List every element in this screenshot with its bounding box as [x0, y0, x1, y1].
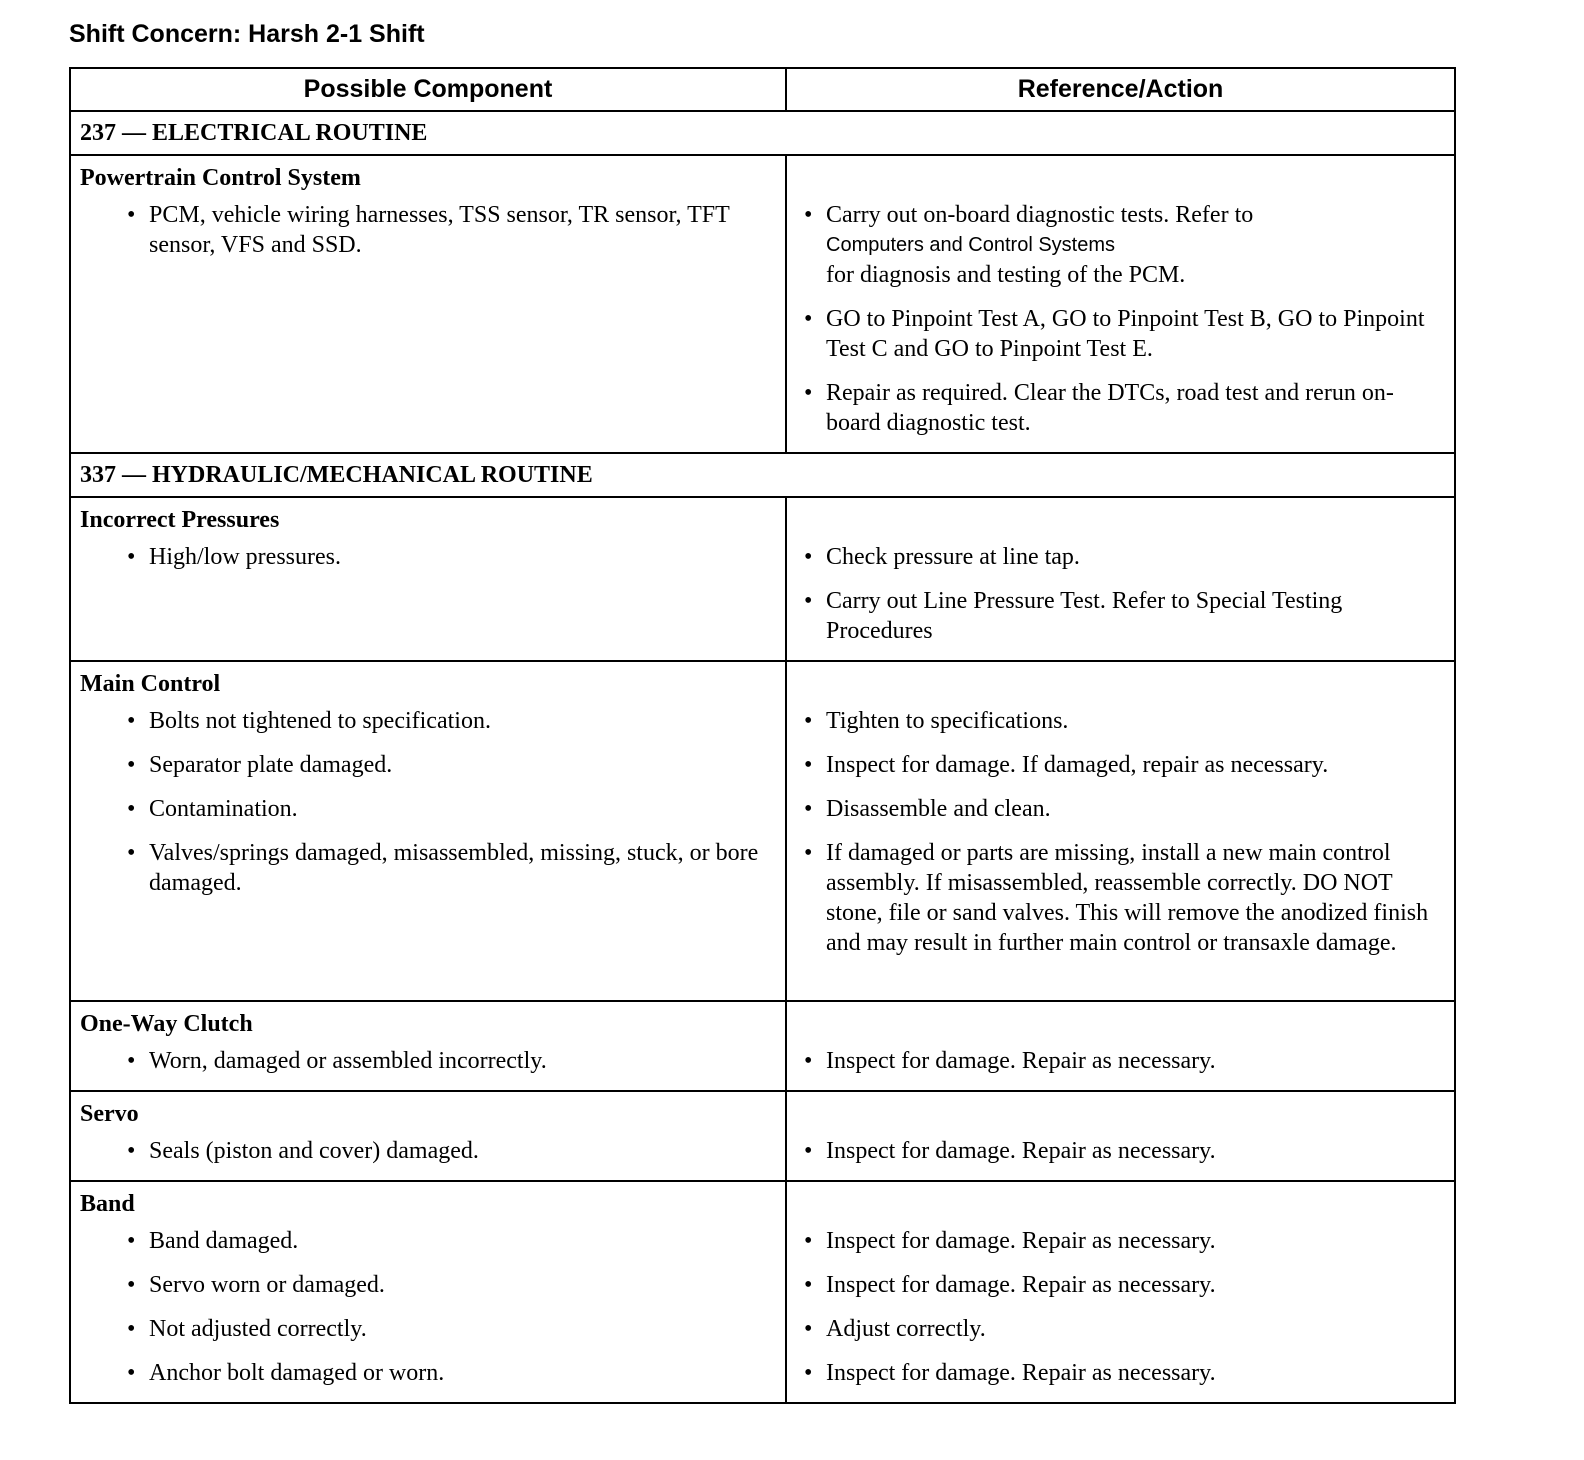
- component-title: Servo: [80, 1101, 139, 1127]
- component-cell: [70, 497, 786, 661]
- action-item: [787, 838, 1454, 958]
- header-possible-component: Possible Component: [70, 68, 786, 111]
- action-text: Carry out on-board diagnostic tests. Refer to: [826, 202, 1254, 228]
- action-text: Inspect for damage. If damaged, repair as necessary.: [826, 752, 1329, 778]
- action-item: [787, 304, 1454, 364]
- table-row: [70, 1091, 1455, 1181]
- table-row: [70, 497, 1455, 661]
- action-item: [787, 794, 1454, 824]
- action-text: GO to Pinpoint Test A, GO to Pinpoint Test B, GO to Pinpoint Test C and GO to Pinpoint Test E.: [826, 306, 1425, 362]
- cause-list: [71, 1136, 785, 1166]
- component-title: Powertrain Control System: [80, 165, 361, 191]
- cause-item: • Valves/springs damaged, misassembled, missing, stuck, or bore damaged.: [71, 838, 785, 898]
- action-text: Inspect for damage. Repair as necessary.: [826, 1138, 1216, 1164]
- action-cell: [786, 155, 1455, 453]
- action-text: Inspect for damage. Repair as necessary.: [826, 1272, 1216, 1298]
- action-list: [787, 200, 1454, 438]
- table-row: [70, 155, 1455, 453]
- component-title: Main Control: [80, 671, 221, 697]
- action-text: Inspect for damage. Repair as necessary.: [826, 1228, 1216, 1254]
- action-item: [787, 750, 1454, 780]
- action-item: [787, 1358, 1454, 1388]
- header-reference-action: Reference/Action: [786, 68, 1455, 111]
- cause-item: • Not adjusted correctly.: [71, 1314, 785, 1344]
- action-cell: [786, 1181, 1455, 1403]
- component-cell: [70, 1181, 786, 1403]
- component-cell: [70, 1001, 786, 1091]
- action-text: Inspect for damage. Repair as necessary.: [826, 1048, 1216, 1074]
- reference-link[interactable]: Computers and Control Systems: [826, 234, 1116, 256]
- action-text: Disassemble and clean.: [826, 796, 1051, 822]
- section-label: 237 — ELECTRICAL ROUTINE: [70, 111, 1455, 155]
- action-text: Inspect for damage. Repair as necessary.: [826, 1360, 1216, 1386]
- action-text: Carry out Line Pressure Test. Refer to Special Testing Procedures: [826, 588, 1343, 644]
- component-cell: [70, 155, 786, 453]
- action-list: [787, 1136, 1454, 1166]
- action-cell: [786, 497, 1455, 661]
- cause-list: [71, 200, 785, 260]
- cause-list: [71, 706, 785, 898]
- cause-item: • Worn, damaged or assembled incorrectly.: [71, 1046, 785, 1076]
- cause-item: • Separator plate damaged.: [71, 750, 785, 780]
- action-item: [787, 1136, 1454, 1166]
- action-text: Tighten to specifications.: [826, 708, 1069, 734]
- action-item: [787, 586, 1454, 646]
- cause-item: • Seals (piston and cover) damaged.: [71, 1136, 785, 1166]
- table-header-row: [70, 68, 1455, 111]
- action-text: If damaged or parts are missing, install a new main control assembly. If misassembled, reassemble correctly. DO NOT stone, file or sand valves. This will remove the anodized finish and may result in further main control or transaxle damage.: [826, 840, 1429, 956]
- action-item: [787, 200, 1454, 290]
- page-title: Shift Concern: Harsh 2-1 Shift: [69, 20, 425, 48]
- cause-list: [71, 1226, 785, 1388]
- table-row: [70, 1001, 1455, 1091]
- action-text: Adjust correctly.: [826, 1316, 986, 1342]
- action-list: [787, 1226, 1454, 1388]
- cause-item: • Servo worn or damaged.: [71, 1270, 785, 1300]
- cause-list: [71, 542, 785, 572]
- cause-item: • PCM, vehicle wiring harnesses, TSS sensor, TR sensor, TFT sensor, VFS and SSD.: [71, 200, 785, 260]
- table-row: [70, 1181, 1455, 1403]
- cause-item: • Bolts not tightened to specification.: [71, 706, 785, 736]
- action-item: [787, 1270, 1454, 1300]
- action-cell: [786, 1001, 1455, 1091]
- action-cell: [786, 1091, 1455, 1181]
- cause-list: [71, 1046, 785, 1076]
- component-cell: [70, 1091, 786, 1181]
- action-item: [787, 1314, 1454, 1344]
- cause-item: • Anchor bolt damaged or worn.: [71, 1358, 785, 1388]
- action-item: [787, 706, 1454, 736]
- section-row: [70, 111, 1455, 155]
- action-list: [787, 706, 1454, 958]
- action-list: [787, 1046, 1454, 1076]
- action-item: [787, 378, 1454, 438]
- diagnosis-table: [69, 67, 1456, 1404]
- component-title: Incorrect Pressures: [80, 507, 280, 533]
- component-title: One-Way Clutch: [80, 1011, 253, 1037]
- section-label: 337 — HYDRAULIC/MECHANICAL ROUTINE: [70, 453, 1455, 497]
- cause-item: • Band damaged.: [71, 1226, 785, 1256]
- action-item: [787, 1046, 1454, 1076]
- component-cell: [70, 661, 786, 1001]
- table-row: [70, 661, 1455, 1001]
- action-text: Repair as required. Clear the DTCs, road test and rerun on-board diagnostic test.: [826, 380, 1394, 436]
- action-list: [787, 542, 1454, 646]
- action-text-after: for diagnosis and testing of the PCM.: [826, 262, 1186, 288]
- action-item: [787, 542, 1454, 572]
- action-item: [787, 1226, 1454, 1256]
- component-title: Band: [80, 1191, 135, 1217]
- section-row: [70, 453, 1455, 497]
- cause-item: • Contamination.: [71, 794, 785, 824]
- action-cell: [786, 661, 1455, 1001]
- action-text: Check pressure at line tap.: [826, 544, 1080, 570]
- cause-item: • High/low pressures.: [71, 542, 785, 572]
